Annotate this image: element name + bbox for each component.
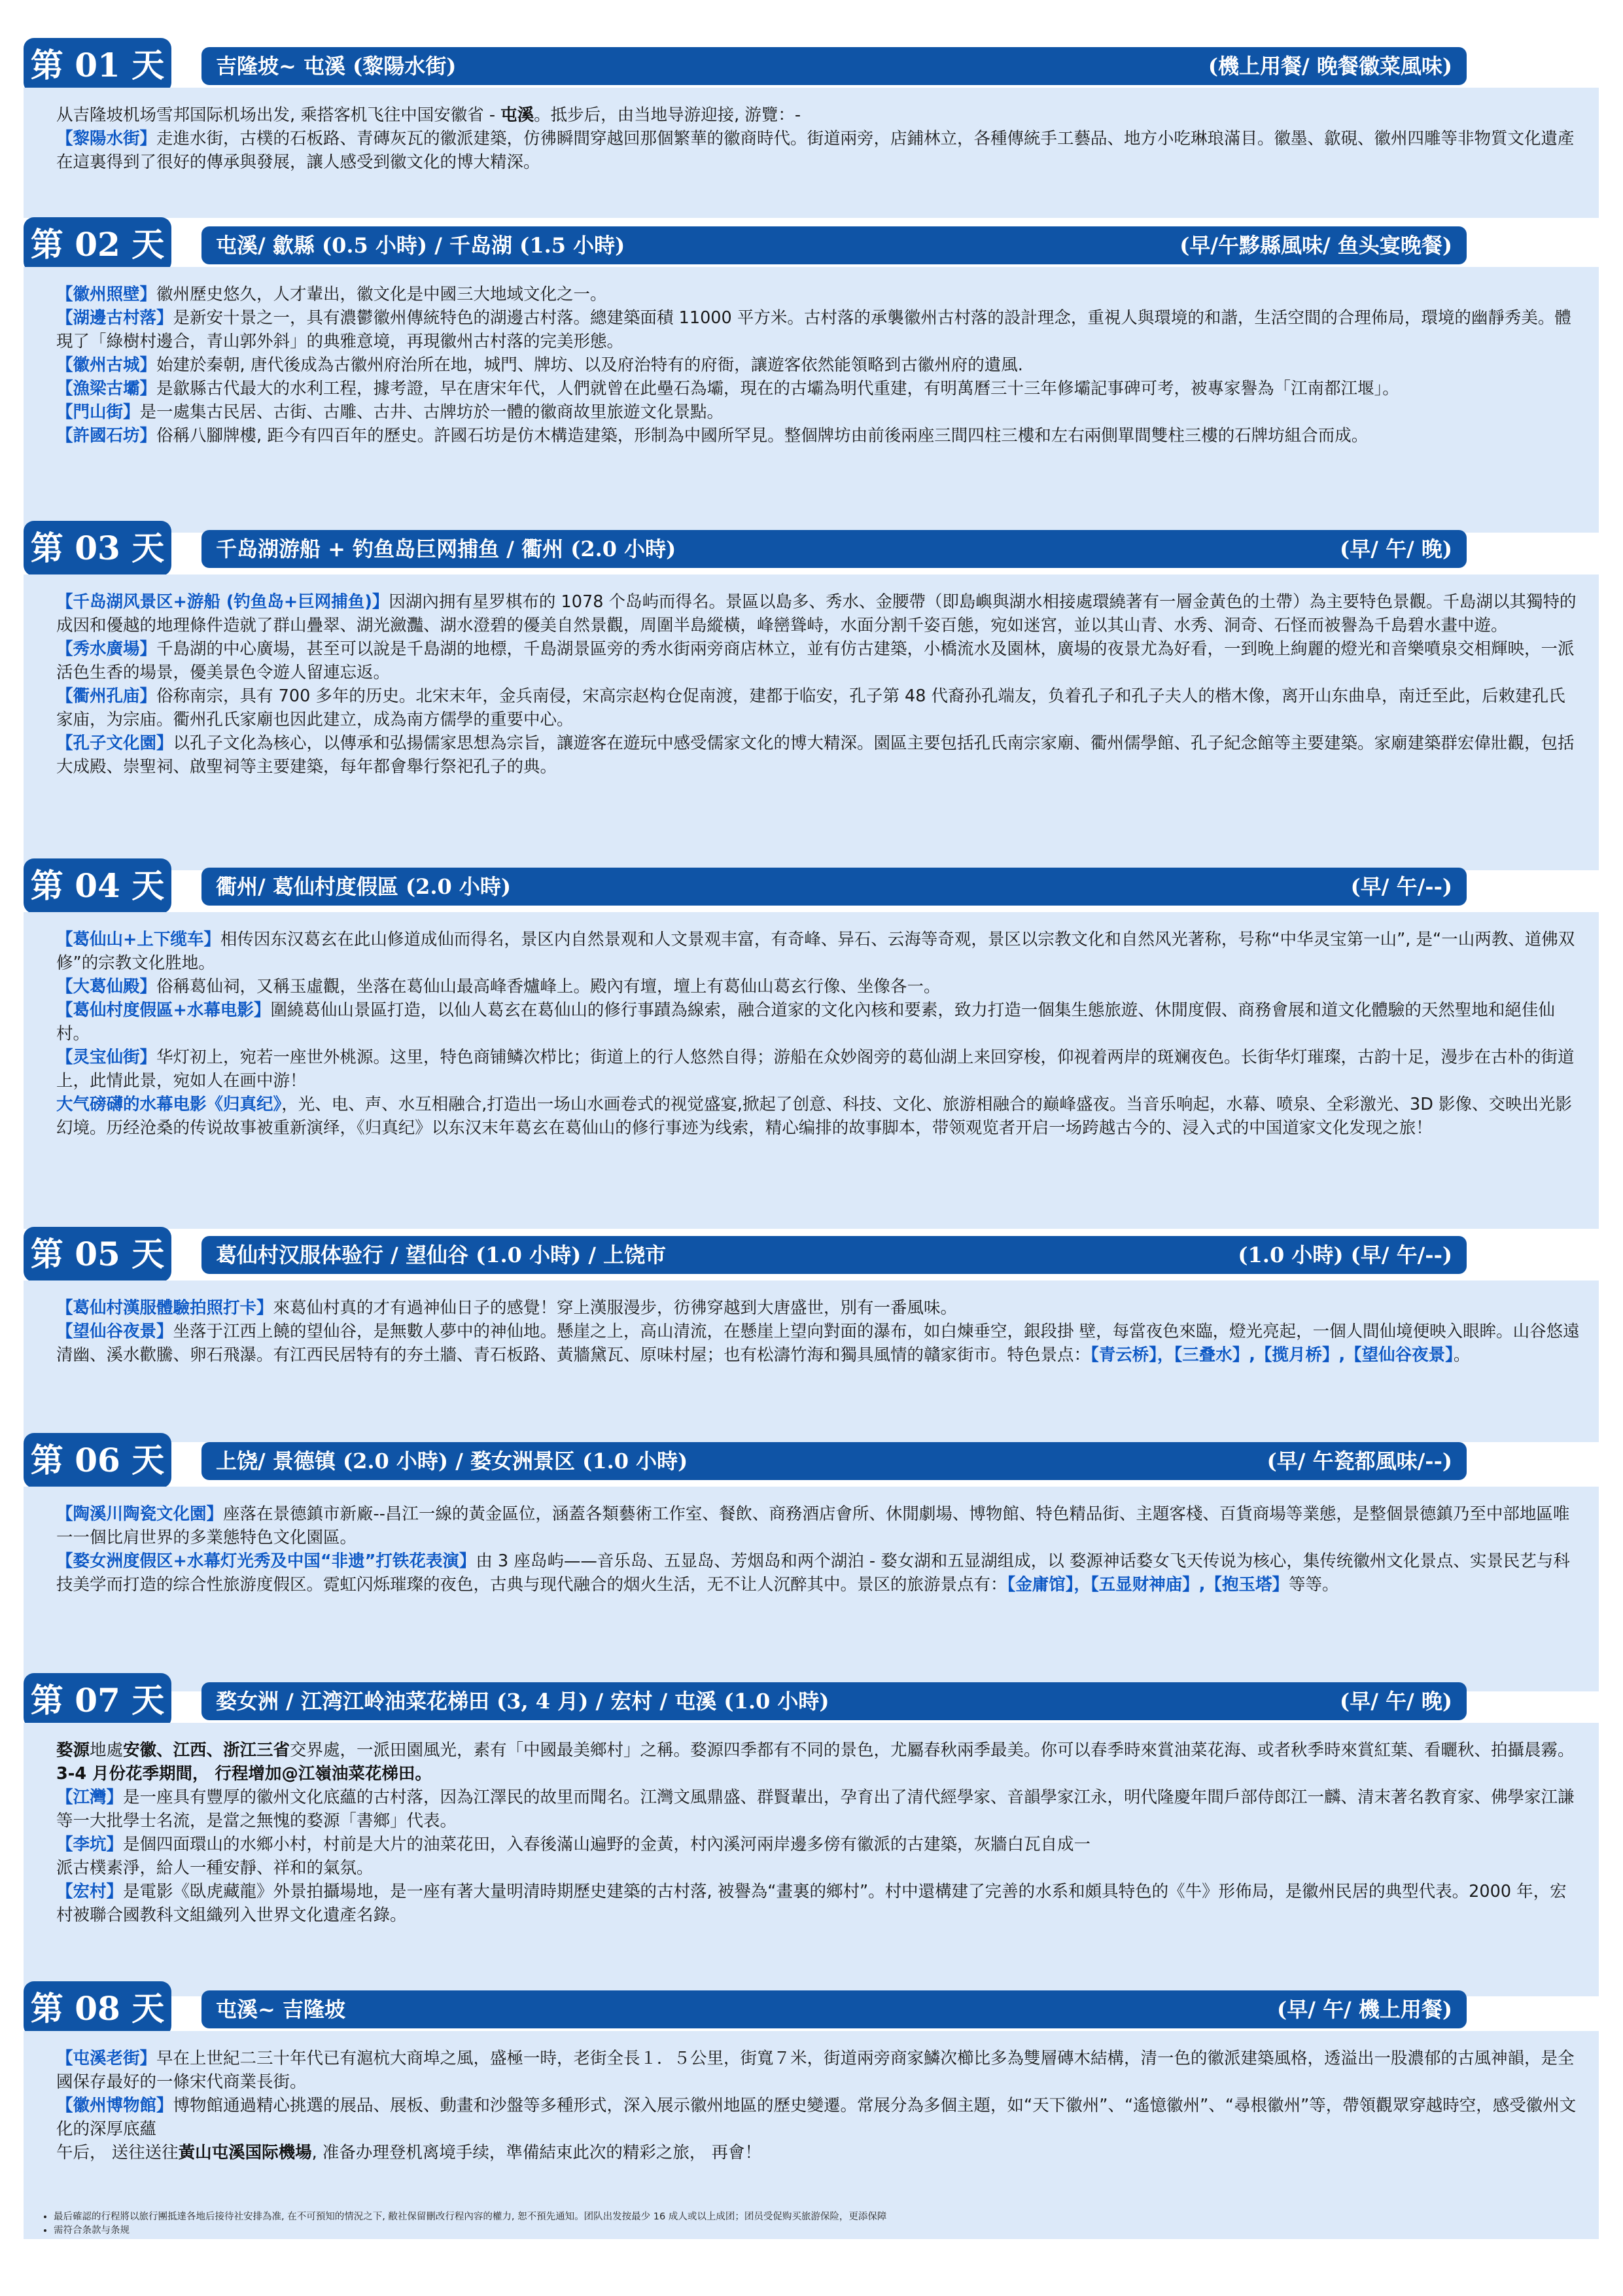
- text-segment: 相传因东汉葛玄在此山修道成仙而得名，景区内自然景观和人文景观丰富，有奇峰、异石、云海等奇观，景区以宗教文化和自然风光著称，号称“中华灵宝第一山”, 是“一山两教、道佛双修”的宗教文化胜地。: [56, 930, 1575, 973]
- text-segment: 徽州歷史悠久，人才輩出，徽文化是中國三大地域文化之一。: [156, 285, 607, 304]
- attraction-name: 【灵宝仙街】: [56, 1048, 157, 1067]
- attraction-name: 【千岛湖风景区+游船 (钓鱼岛+巨网捕鱼)】: [56, 592, 389, 612]
- description-paragraph: [56, 1880, 1580, 1927]
- text-segment: 华灯初上，宛若一座世外桃源。这里，特色商铺鳞次栉比；街道上的行人悠然自得；游船在众妙阁旁的葛仙湖上来回穿梭，仰视着两岸的斑斓夜色。长街华灯璀璨，古韵十足，漫步在古朴的街道上，此情此景，宛如人在画中游！: [56, 1048, 1575, 1091]
- description-paragraph: [56, 1856, 1580, 1880]
- day-section: [24, 521, 1599, 870]
- attraction-name: 【李坑】: [56, 1835, 124, 1854]
- attraction-name: 【大葛仙殿】: [56, 977, 157, 997]
- attraction-name: 【青云桥】，【三叠水】,【揽月桥】,【望仙谷夜景】: [1091, 1345, 1454, 1365]
- attraction-name: 【金庸馆】，【五显财神庙】,【抱玉塔】: [1007, 1575, 1289, 1595]
- description-paragraph: [56, 400, 1580, 424]
- description-paragraph: [56, 377, 1580, 400]
- attraction-name: 【許國石坊】: [56, 426, 157, 446]
- day-route: 婺女洲 / 江湾江岭油菜花梯田 (3, 4 月) / 宏村 / 屯溪 (1.0 小時): [216, 1689, 829, 1714]
- description-paragraph: [56, 1296, 1580, 1320]
- attraction-name: 【門山街】: [56, 402, 140, 422]
- day-description: [24, 267, 1599, 533]
- day-meals: (早/ 午/ 機上用餐): [1277, 1997, 1452, 2022]
- text-segment: 千島湖的中心廣場，甚至可以說是千島湖的地標，千島湖景區旁的秀水街兩旁商店林立，並有仿古建築，小橋流水及園林，廣場的夜景尤為好看，一到晚上絢麗的燈光和音樂噴泉交相輝映，一派活色生香的場景，優美景色令遊人留連忘返。: [56, 639, 1575, 682]
- text-segment: 从吉隆坡机场雪邦国际机场出发, 乘搭客机飞往中国安徽省 -: [56, 105, 501, 125]
- text-segment: 是一座具有豐厚的徽州文化底蘊的古村落，因為江澤民的故里而聞名。江灣文風鼎盛、群賢輩出，孕育出了清代經學家、音韻學家江永，明代隆慶年間戶部侍郎江一麟、清末著名教育家、佛學家江謙等一大批學士名流，是當之無愧的婺源「書鄉」代表。: [56, 1788, 1575, 1831]
- text-segment: 由 3 座岛屿——音乐岛、五显岛、芳烟岛和两个湖泊 - 婺女湖和五显湖组成，以 婺源神话婺女飞天传说为核心，集传统徽州文化景点、实景民艺与科技美学而打造的综合性旅游度假区。霓虹闪烁璀璨的夜色，古典与现代融合的烟火生活，无不让人沉醉其中。景区的旅游景点有：: [56, 1551, 1570, 1595]
- attraction-name: 【黎陽水街】: [56, 129, 157, 149]
- attraction-name: 【徽州照壁】: [56, 285, 157, 304]
- text-segment: 俗稱八腳牌樓, 距今有四百年的歷史。許國石坊是仿木構造建築，形制為中國所罕見。整個牌坊由前後兩座三間四柱三樓和左右兩側單間雙柱三樓的石牌坊組合而成。: [156, 426, 1369, 446]
- description-paragraph: [56, 127, 1580, 174]
- text-segment: 始建於秦朝, 唐代後成為古徽州府治所在地，城門、牌坊、以及府治特有的府衙，讓遊客依然能領略到古徽州府的遺風.: [156, 355, 1023, 375]
- day-header-bar: [201, 868, 1467, 906]
- text-segment: 因湖內拥有星罗棋布的 1078 个岛屿而得名。景區以島多、秀水、金腰帶（即島嶼與湖水相接處環繞著有一層金黃色的土帶）為主要特色景觀。千島湖以其獨特的成因和優越的地理條件造就了群山疊翠、湖光瀲灩、湖水澄碧的優美自然景觀，周圍半島縱橫，峰巒聳峙，水面分割千姿百態，宛如迷宮，並以其山青、水秀、洞奇、石怪而被譽為千島碧水畫中遊。: [56, 592, 1577, 635]
- description-paragraph: [56, 1046, 1580, 1093]
- day-description: [24, 1280, 1599, 1442]
- day-section: [24, 1227, 1599, 1442]
- day-section: [24, 1673, 1599, 1996]
- day-badge: 第 04 天: [24, 858, 171, 913]
- text-segment: 圍繞葛仙山景區打造，以仙人葛玄在葛仙山的修行事蹟為線索，融合道家的文化內核和要素，致力打造一個集生態旅遊、休閒度假、商務會展和道文化體驗的天然聖地和絕佳仙村。: [56, 1000, 1555, 1044]
- description-paragraph: [56, 975, 1580, 998]
- day-badge: 第 08 天: [24, 1981, 171, 2036]
- text-segment: 是歙縣古代最大的水利工程，據考證，早在唐宋年代，人們就曾在此壘石為壩，現在的古壩為明代重建，有明萬曆三十三年修壩記事碑可考，被專家譽為「江南都江堰」。: [156, 379, 1399, 398]
- bold-text: 屯溪: [500, 105, 534, 125]
- text-segment: 是新安十景之一，具有濃鬱徽州傳統特色的湖邊古村落。總建築面積 11000 平方米。古村落的承襲徽州古村落的設計理念，重視人與環境的和諧，生活空間的合理佈局，環境的幽靜秀美。體現了「綠樹村邊合，青山郭外斜」的典雅意境，再現徽州古村落的完美形態。: [56, 308, 1571, 351]
- description-paragraph: [56, 684, 1580, 732]
- day-header-bar: [201, 47, 1467, 85]
- day-section: [24, 858, 1599, 1229]
- day-badge: 第 06 天: [24, 1433, 171, 1488]
- bold-text: 婺源: [56, 1740, 90, 1760]
- text-segment: 以孔子文化為核心，以傳承和弘揚儒家思想為宗旨，讓遊客在遊玩中感受儒家文化的博大精深。園區主要包括孔氏南宗家廟、衢州儒學館、孔子紀念館等主要建築。家廟建築群宏偉壯觀，包括大成殿、崇聖祠、啟聖祠等主要建築，每年都會舉行祭祀孔子的典。: [56, 733, 1575, 777]
- text-segment: 。抵步后，由当地导游迎接, 游覽：-: [534, 105, 801, 125]
- description-paragraph: [56, 1786, 1580, 1833]
- description-paragraph: [56, 1549, 1580, 1597]
- attraction-name: 【湖邊古村落】: [56, 308, 173, 328]
- description-paragraph: [56, 1093, 1580, 1140]
- text-segment: 。: [1453, 1345, 1471, 1365]
- day-meals: (早/ 午瓷都風味/--): [1266, 1449, 1452, 1474]
- day-meals: (1.0 小時) (早/ 午/--): [1238, 1243, 1452, 1267]
- day-description: [24, 574, 1599, 870]
- bold-text: 黃山屯溪国际機場: [178, 2143, 312, 2163]
- day-meals: (早/ 午/--): [1350, 874, 1452, 899]
- text-segment: ，光、电、声、水互相融合,打造出一场山水画卷式的视觉盛宴,掀起了创意、科技、文化、旅游相融合的巅峰盛夜。当音乐响起，水幕、喷泉、全彩激光、3D 影像、交映出光影幻境。历经沧桑的传说故事被重新演绎，《归真纪》以东汉末年葛玄在葛仙山的修行事迹为线索，精心编排的故事脚本，带领观览者开启一场跨越古今的、浸入式的中国道家文化发现之旅！: [56, 1095, 1572, 1138]
- day-route: 葛仙村汉服体验行 / 望仙谷 (1.0 小時) / 上饶市: [216, 1243, 667, 1267]
- text-segment: 博物館通過精心挑選的展品、展板、動畫和沙盤等多種形式，深入展示徽州地區的歷史變遷。常展分為多個主題，如“天下徽州”、“遙憶徽州”、“尋根徽州”等，帶領觀眾穿越時空，感受徽州文化的深厚底蘊: [56, 2096, 1577, 2139]
- text-segment: 俗称南宗，具有 700 多年的历史。北宋末年，金兵南侵，宋高宗赵构仓促南渡，建都于临安，孔子第 48 代裔孙孔端友，负着孔子和孔子夫人的楷木像，离开山东曲阜，南迁至此，后敕建孔氏家庙，为宗庙。衢州孔氏家廟也因此建立，成為南方儒學的重要中心。: [56, 686, 1565, 730]
- description-paragraph: [56, 2047, 1580, 2094]
- description-paragraph: [56, 424, 1580, 448]
- description-paragraph: [56, 732, 1580, 779]
- day-header-bar: [201, 1236, 1467, 1274]
- day-description: [24, 2031, 1599, 2239]
- text-segment: 交界處，一派田園風光，素有「中國最美鄉村」之稱。婺源四季都有不同的景色，尤屬春秋兩季最美。你可以春季時來賞油菜花海、或者秋季時來賞紅葉、看曬秋、拍攝晨霧。: [290, 1740, 1575, 1760]
- attraction-name: 【屯溪老街】: [56, 2049, 157, 2068]
- description-paragraph: [56, 2141, 1580, 2164]
- day-badge: 第 01 天: [24, 38, 171, 93]
- attraction-name: 【望仙谷夜景】: [56, 1322, 173, 1341]
- text-segment: 來葛仙村真的才有過神仙日子的感覺！穿上漢服漫步，彷彿穿越到大唐盛世，別有一番風味。: [273, 1298, 958, 1318]
- day-section: [24, 38, 1599, 218]
- attraction-name: 【秀水廣場】: [56, 639, 157, 659]
- text-segment: 早在上世紀二三十年代已有滬杭大商埠之風，盛極一時，老街全長１．５公里，街寬７米，街道兩旁商家鱗次櫛比多為雙層磚木結構，清一色的徽派建築風格，透溢出一股濃郁的古風神韻，是全國保存最好的一條宋代商業長街。: [56, 2049, 1575, 2092]
- day-section: [24, 1433, 1599, 1691]
- text-segment: 座落在景德鎮市新廠--昌江一線的黃金區位，涵蓋各類藝術工作室、餐飲、商務酒店會所、休閒劇場、博物館、特色精品街、主題客棧、百貨商場等業態，是整個景德鎮乃至中部地區唯一一個比肩世界的多業態特色文化園區。: [56, 1504, 1570, 1547]
- description-paragraph: [56, 2094, 1580, 2141]
- day-meals: (早/ 午/ 晚): [1340, 1689, 1452, 1714]
- description-paragraph: [56, 283, 1580, 306]
- text-segment: 走進水街，古樸的石板路、青磚灰瓦的徽派建築，仿彿瞬間穿越回那個繁華的徽商時代。街道兩旁，店鋪林立，各種傳統手工藝品、地方小吃琳琅滿目。徽墨、歙硯、徽州四雕等非物質文化遺產在這裏得到了很好的傳承與發展，讓人感受到徽文化的博大精深。: [56, 129, 1575, 172]
- day-section: [24, 217, 1599, 533]
- text-segment: 是一處集古民居、古街、古雕、古井、古牌坊於一體的徽商故里旅遊文化景點。: [139, 402, 724, 422]
- attraction-name: 【葛仙山+上下缆车】: [56, 930, 220, 949]
- footer-notes: [39, 2210, 1591, 2238]
- day-description: [24, 88, 1599, 218]
- text-segment: 俗稱葛仙祠，又稱玉虛觀，坐落在葛仙山最高峰香爐峰上。殿內有壇，壇上有葛仙山葛玄行像、坐像各一。: [156, 977, 941, 997]
- text-segment: 是電影《臥虎藏龍》外景拍攝場地，是一座有著大量明清時期歷史建築的古村落, 被譽為“畫裏的鄉村”。村中還構建了完善的水系和頗具特色的《牛》形佈局，是徽州民居的典型代表。2000 年，宏村被聯合國教科文組織列入世界文化遺產名錄。: [56, 1882, 1567, 1925]
- text-segment: 是個四面環山的水鄉小村，村前是大片的油菜花田，入春後滿山遍野的金黃，村內溪河兩岸邊多傍有徽派的古建築，灰牆白瓦自成一: [123, 1835, 1091, 1854]
- day-meals: (早/午黟縣風味/ 鱼头宴晚餐): [1179, 233, 1452, 258]
- day-header-bar: [201, 226, 1467, 264]
- day-meals: (機上用餐/ 晚餐徽菜風味): [1208, 54, 1452, 79]
- description-paragraph: [56, 928, 1580, 975]
- attraction-name: 【江灣】: [56, 1788, 124, 1807]
- day-description: [24, 912, 1599, 1229]
- day-route: 衢州/ 葛仙村度假區 (2.0 小時): [216, 874, 512, 899]
- description-paragraph: [56, 1320, 1580, 1367]
- attraction-name: 【徽州博物館】: [56, 2096, 173, 2115]
- attraction-name: 大气磅礴的水幕电影《归真纪》: [56, 1095, 282, 1114]
- day-header-bar: [201, 1682, 1467, 1720]
- attraction-name: 【徽州古城】: [56, 355, 157, 375]
- text-segment: , 准备办理登机离境手续，準備結束此次的精彩之旅， 再會！: [311, 2143, 761, 2163]
- attraction-name: 【葛仙村漢服體驗拍照打卡】: [56, 1298, 273, 1318]
- description-paragraph: [56, 103, 1580, 127]
- description-paragraph: [56, 306, 1580, 353]
- day-section: [24, 1981, 1599, 2239]
- day-meals: (早/ 午/ 晚): [1340, 537, 1452, 561]
- day-header-bar: [201, 1442, 1467, 1480]
- attraction-name: 【宏村】: [56, 1882, 124, 1901]
- attraction-name: 【婺女洲度假区+水幕灯光秀及中国“非遗”打铁花表演】: [56, 1551, 476, 1571]
- day-route: 吉隆坡~ 屯溪 (黎陽水街): [216, 54, 457, 79]
- text-segment: 地處: [90, 1740, 124, 1760]
- attraction-name: 【葛仙村度假區+水幕电影】: [56, 1000, 271, 1020]
- description-paragraph: [56, 1502, 1580, 1549]
- day-header-bar: [201, 1990, 1467, 2028]
- description-paragraph: [56, 353, 1580, 377]
- text-segment: 等等。: [1288, 1575, 1339, 1595]
- attraction-name: 【孔子文化園】: [56, 733, 173, 753]
- day-badge: 第 02 天: [24, 217, 171, 272]
- description-paragraph: [56, 1739, 1580, 1786]
- day-description: [24, 1723, 1599, 1996]
- bold-text: 3-4 月份花季期間， 行程增加@江嶺油菜花梯田。: [56, 1764, 432, 1784]
- description-paragraph: [56, 998, 1580, 1046]
- description-paragraph: [56, 590, 1580, 637]
- day-route: 千岛湖游船 + 钓鱼岛巨网捕鱼 / 衢州 (2.0 小時): [216, 537, 676, 561]
- day-route: 上饶/ 景德镇 (2.0 小時) / 婺女洲景区 (1.0 小時): [216, 1449, 688, 1474]
- day-route: 屯溪/ 歙縣 (0.5 小時) / 千岛湖 (1.5 小時): [216, 233, 625, 258]
- bold-text: 安徽、江西、浙江三省: [123, 1740, 290, 1760]
- text-segment: 派古樸素淨，給人一種安靜、祥和的氣氛。: [56, 1858, 374, 1878]
- description-paragraph: [56, 1833, 1580, 1856]
- attraction-name: 【衢州孔庙】: [56, 686, 157, 706]
- text-segment: 午后， 送往送往: [56, 2143, 179, 2163]
- attraction-name: 【陶溪川陶瓷文化園】: [56, 1504, 224, 1524]
- day-description: [24, 1487, 1599, 1691]
- description-paragraph: [56, 637, 1580, 684]
- day-badge: 第 07 天: [24, 1673, 171, 1728]
- day-header-bar: [201, 530, 1467, 568]
- day-badge: 第 05 天: [24, 1227, 171, 1282]
- day-badge: 第 03 天: [24, 521, 171, 576]
- attraction-name: 【漁梁古壩】: [56, 379, 157, 398]
- day-route: 屯溪~ 吉隆坡: [216, 1997, 345, 2022]
- note-item: • 需符合条款与条规: [54, 2224, 1591, 2238]
- text-segment: 坐落于江西上饒的望仙谷，是無數人夢中的神仙地。懸崖之上，高山清流，在懸崖上望向對面的瀑布，如白煉垂空，銀段掛 壁，每當夜色來臨，燈光亮起，一個人間仙境便映入眼眸。山谷悠遠清幽、溪水歡騰、卵石飛瀑。有江西民居特有的夯土牆、青石板路、黃牆黛瓦、原味村屋；也有松濤竹海和獨具風情的贛家街市。特色景点：: [56, 1322, 1580, 1365]
- note-item: • 最后確認的行程將以旅行團抵達各地后接待社安排為准, 在不可預知的情況之下, 敝社保留刪改行程內容的權力, 恕不預先通知。团队出发按最少 16 成人或以上成团；团员受促购买旅游保险，更添保障: [54, 2210, 1591, 2224]
